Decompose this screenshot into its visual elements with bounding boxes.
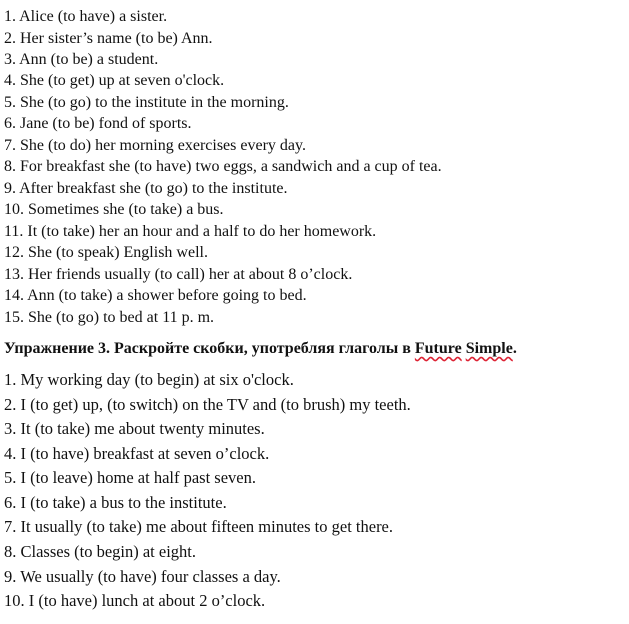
exercise-3-item-7: 7. It usually (to take) me about fifteen minutes to get there. <box>4 517 394 536</box>
exercise-3-item-2: 2. I (to get) up, (to switch) on the TV and (to brush) my teeth. <box>4 395 411 414</box>
exercise-2-item-11: 11. It (to take) her an hour and a half to do her homework. <box>4 223 377 240</box>
exercise-2-item-1: 1. Alice (to have) a sister. <box>4 8 168 25</box>
exercise-2-item-4: 4. She (to get) up at seven o'clock. <box>4 72 225 89</box>
exercise-3-item-10: 10. I (to have) lunch at about 2 o’clock. <box>4 591 266 610</box>
heading-word-future: Future <box>414 340 462 357</box>
exercise-2-item-14: 14. Ann (to take) a shower before going to bed. <box>4 287 307 304</box>
exercise-2-item-12: 12. She (to speak) English well. <box>4 244 208 261</box>
exercise-2-item-9: 9. After breakfast she (to go) to the institute. <box>4 180 288 197</box>
exercise-2-item-13: 13. Her friends usually (to call) her at about 8 o’clock. <box>4 266 353 283</box>
exercise-2-item-2: 2. Her sister’s name (to be) Ann. <box>4 30 213 47</box>
exercise-3-item-8: 8. Classes (to begin) at eight. <box>4 542 197 561</box>
exercise-2-item-5: 5. She (to go) to the institute in the morning. <box>4 94 289 111</box>
exercise-2-item-3: 3. Ann (to be) a student. <box>4 51 159 68</box>
exercise-3-heading <box>4 340 517 358</box>
exercise-2-item-7: 7. She (to do) her morning exercises every day. <box>4 137 306 154</box>
exercise-3-item-6: 6. I (to take) a bus to the institute. <box>4 493 227 512</box>
heading-word-simple: Simple <box>465 340 513 357</box>
exercise-2-item-8: 8. For breakfast she (to have) two eggs, a sandwich and a cup of tea. <box>4 158 442 175</box>
exercise-3-item-3: 3. It (to take) me about twenty minutes. <box>4 419 265 438</box>
heading-text: Упражнение 3. Раскройте скобки, употребляя глаголы в <box>4 340 415 357</box>
exercise-3-item-1: 1. My working day (to begin) at six o'clock. <box>4 370 294 389</box>
exercise-3-item-4: 4. I (to have) breakfast at seven o’clock. <box>4 444 270 463</box>
exercise-2-item-6: 6. Jane (to be) fond of sports. <box>4 115 192 132</box>
exercise-2-item-10: 10. Sometimes she (to take) a bus. <box>4 201 224 218</box>
exercise-3-item-5: 5. I (to leave) home at half past seven. <box>4 468 256 487</box>
heading-period: . <box>512 340 517 357</box>
exercise-3-item-9: 9. We usually (to have) four classes a day. <box>4 567 281 586</box>
exercise-2-item-15: 15. She (to go) to bed at 11 p. m. <box>4 309 215 326</box>
